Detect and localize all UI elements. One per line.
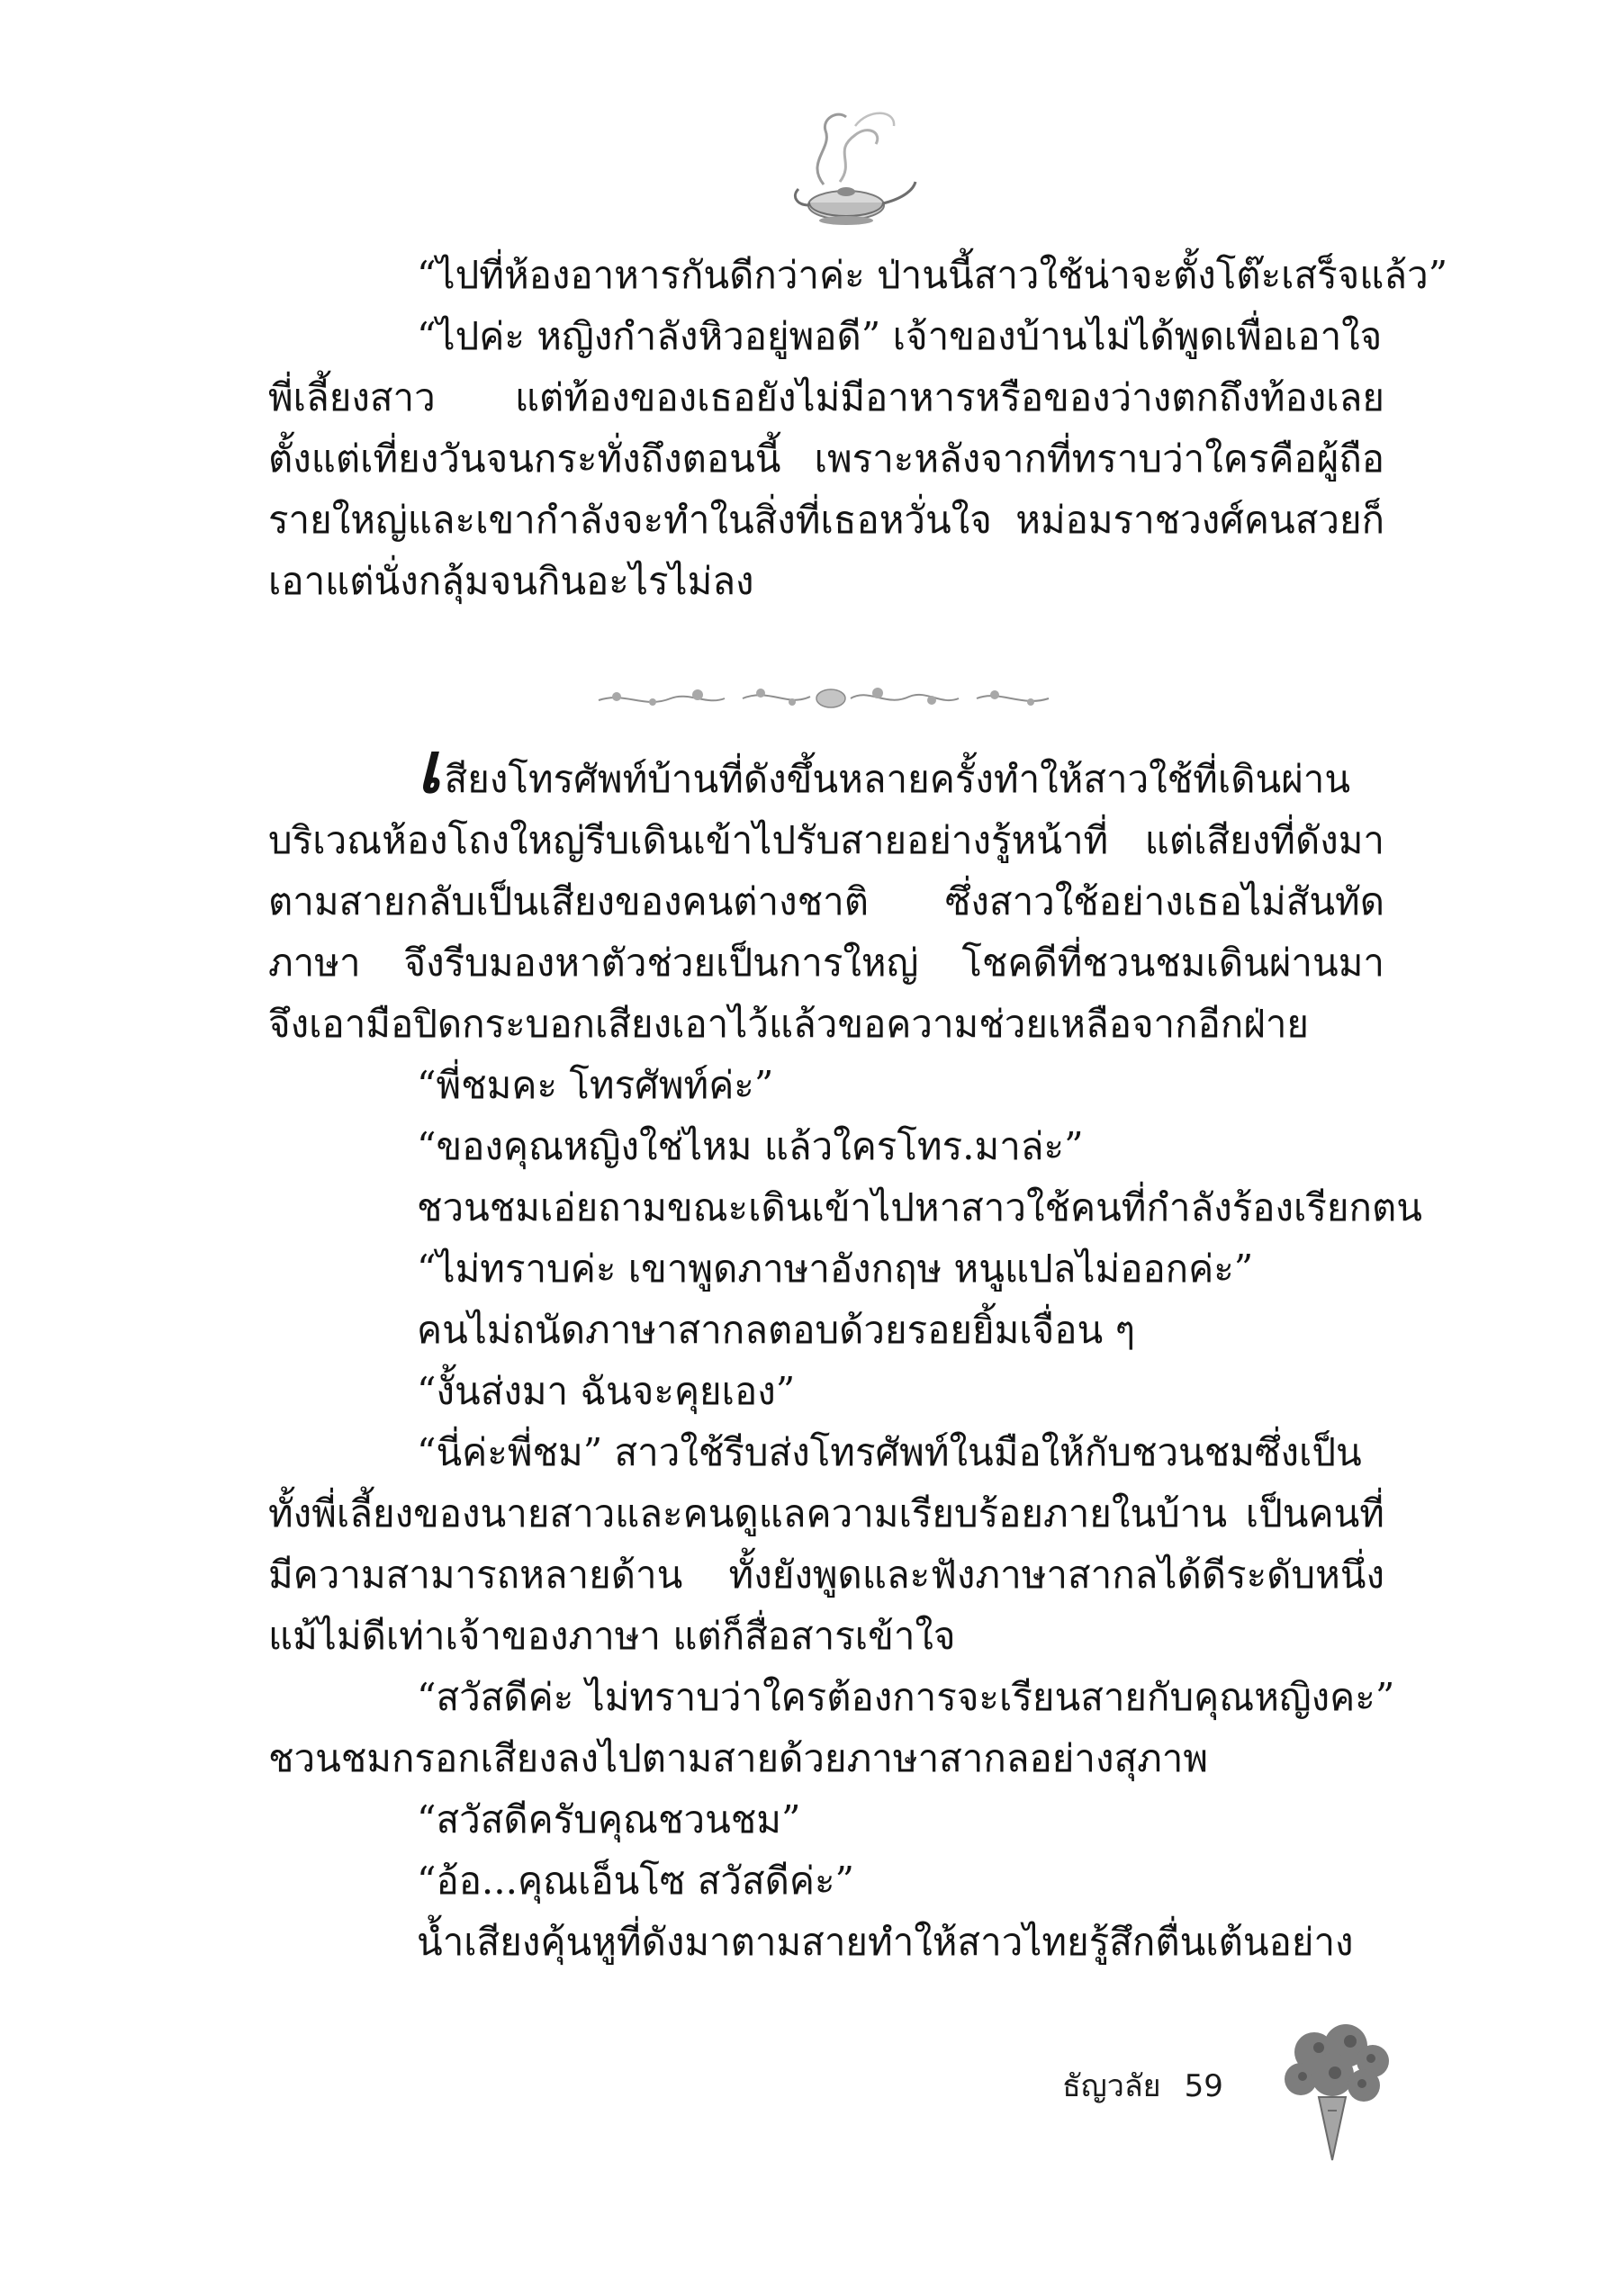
text-line: ชวนชมกรอกเสียงลงไปตามสายด้วยภาษาสากลอย่างสุภาพ: [268, 1736, 1209, 1780]
text-line: คนไม่ถนัดภาษาสากลตอบด้วยรอยยิ้มเจื่อน ๆ: [417, 1308, 1136, 1352]
text-line: “อ้อ...คุณเอ็นโซ สวัสดีค่ะ”: [417, 1859, 854, 1903]
text-line: ภาษา จึงรีบมองหาตัวช่วยเป็นการใหญ่ โชคดีที่ชวนชมเดินผ่านมา: [268, 941, 1384, 985]
teapot-with-steam-icon: [770, 99, 923, 234]
text-line: “พี่ชมคะ โทรศัพท์ค่ะ”: [417, 1063, 774, 1107]
text-line: จึงเอามือปิดกระบอกเสียงเอาไว้แล้วขอความช่วยเหลือจากอีกฝ่าย: [268, 1002, 1310, 1046]
text-line: รายใหญ่และเขากำลังจะทำในสิ่งที่เธอหวั่นใจ หม่อมราชวงศ์คนสวยก็: [268, 498, 1384, 542]
text-line: “สวัสดีค่ะ ไม่ทราบว่าใครต้องการจะเรียนสายกับคุณหญิงคะ”: [417, 1675, 1395, 1719]
text-line: “สวัสดีครับคุณชวนชม”: [417, 1797, 801, 1841]
floral-vine-divider-icon: [590, 675, 1058, 720]
text-line: “นี่ค่ะพี่ชม” สาวใช้รีบส่งโทรศัพท์ในมือให้กับชวนชมซึ่งเป็น: [417, 1430, 1362, 1474]
text-line: “ไปที่ห้องอาหารกันดีกว่าค่ะ ป่านนี้สาวใช้น่าจะตั้งโต๊ะเสร็จแล้ว”: [417, 253, 1448, 297]
text-line: “ของคุณหญิงใช่ไหม แล้วใครโทร.มาล่ะ”: [417, 1124, 1084, 1168]
text-line: น้ำเสียงคุ้นหูที่ดังมาตามสายทำให้สาวไทยรู้สึกตื่นเต้นอย่าง: [417, 1920, 1354, 1964]
page-footer: [1062, 2061, 1223, 2110]
text-line-dropcap: [268, 749, 1384, 810]
text-line: พี่เลี้ยงสาว แต่ท้องของเธอยังไม่มีอาหารหรือของว่างตกถึงท้องเลย: [268, 375, 1384, 419]
flower-bouquet-icon: [1265, 2012, 1400, 2174]
page-number: 59: [1184, 2068, 1223, 2104]
paragraph-block-1: [268, 245, 1448, 612]
text-line: “งั้นส่งมา ฉันจะคุยเอง”: [417, 1369, 796, 1413]
drop-cap: เ: [417, 749, 441, 809]
dropcap-line-text: สียงโทรศัพท์บ้านที่ดังขึ้นหลายครั้งทำให้สาวใช้ที่เดินผ่าน: [444, 757, 1351, 801]
text-line: มีความสามารถหลายด้าน ทั้งยังพูดและฟังภาษาสากลได้ดีระดับหนึ่ง: [268, 1553, 1384, 1597]
text-line: เอาแต่นั่งกลุ้มจนกินอะไรไม่ลง: [268, 559, 754, 603]
author-name: ธัญวลัย: [1062, 2068, 1161, 2104]
text-line: “ไปค่ะ หญิงกำลังหิวอยู่พอดี” เจ้าของบ้านไม่ได้พูดเพื่อเอาใจ: [417, 314, 1383, 358]
text-line: ทั้งพี่เลี้ยงของนายสาวและคนดูแลความเรียบร้อยภายในบ้าน เป็นคนที่: [268, 1491, 1384, 1535]
text-line: ตั้งแต่เที่ยงวันจนกระทั่งถึงตอนนี้ เพราะหลังจากที่ทราบว่าใครคือผู้ถือ: [268, 437, 1384, 481]
text-line: แม้ไม่ดีเท่าเจ้าของภาษา แต่ก็สื่อสารเข้าใจ: [268, 1614, 956, 1658]
text-line: ชวนชมเอ่ยถามขณะเดินเข้าไปหาสาวใช้คนที่กำลังร้องเรียกตน: [417, 1185, 1422, 1229]
text-line: “ไม่ทราบค่ะ เขาพูดภาษาอังกฤษ หนูแปลไม่ออกค่ะ”: [417, 1247, 1254, 1291]
paragraph-block-2: [268, 749, 1422, 1973]
text-line: บริเวณห้องโถงใหญ่รีบเดินเข้าไปรับสายอย่างรู้หน้าที่ แต่เสียงที่ดังมา: [268, 818, 1384, 862]
text-line: ตามสายกลับเป็นเสียงของคนต่างชาติ ซึ่งสาวใช้อย่างเธอไม่สันทัด: [268, 879, 1384, 923]
